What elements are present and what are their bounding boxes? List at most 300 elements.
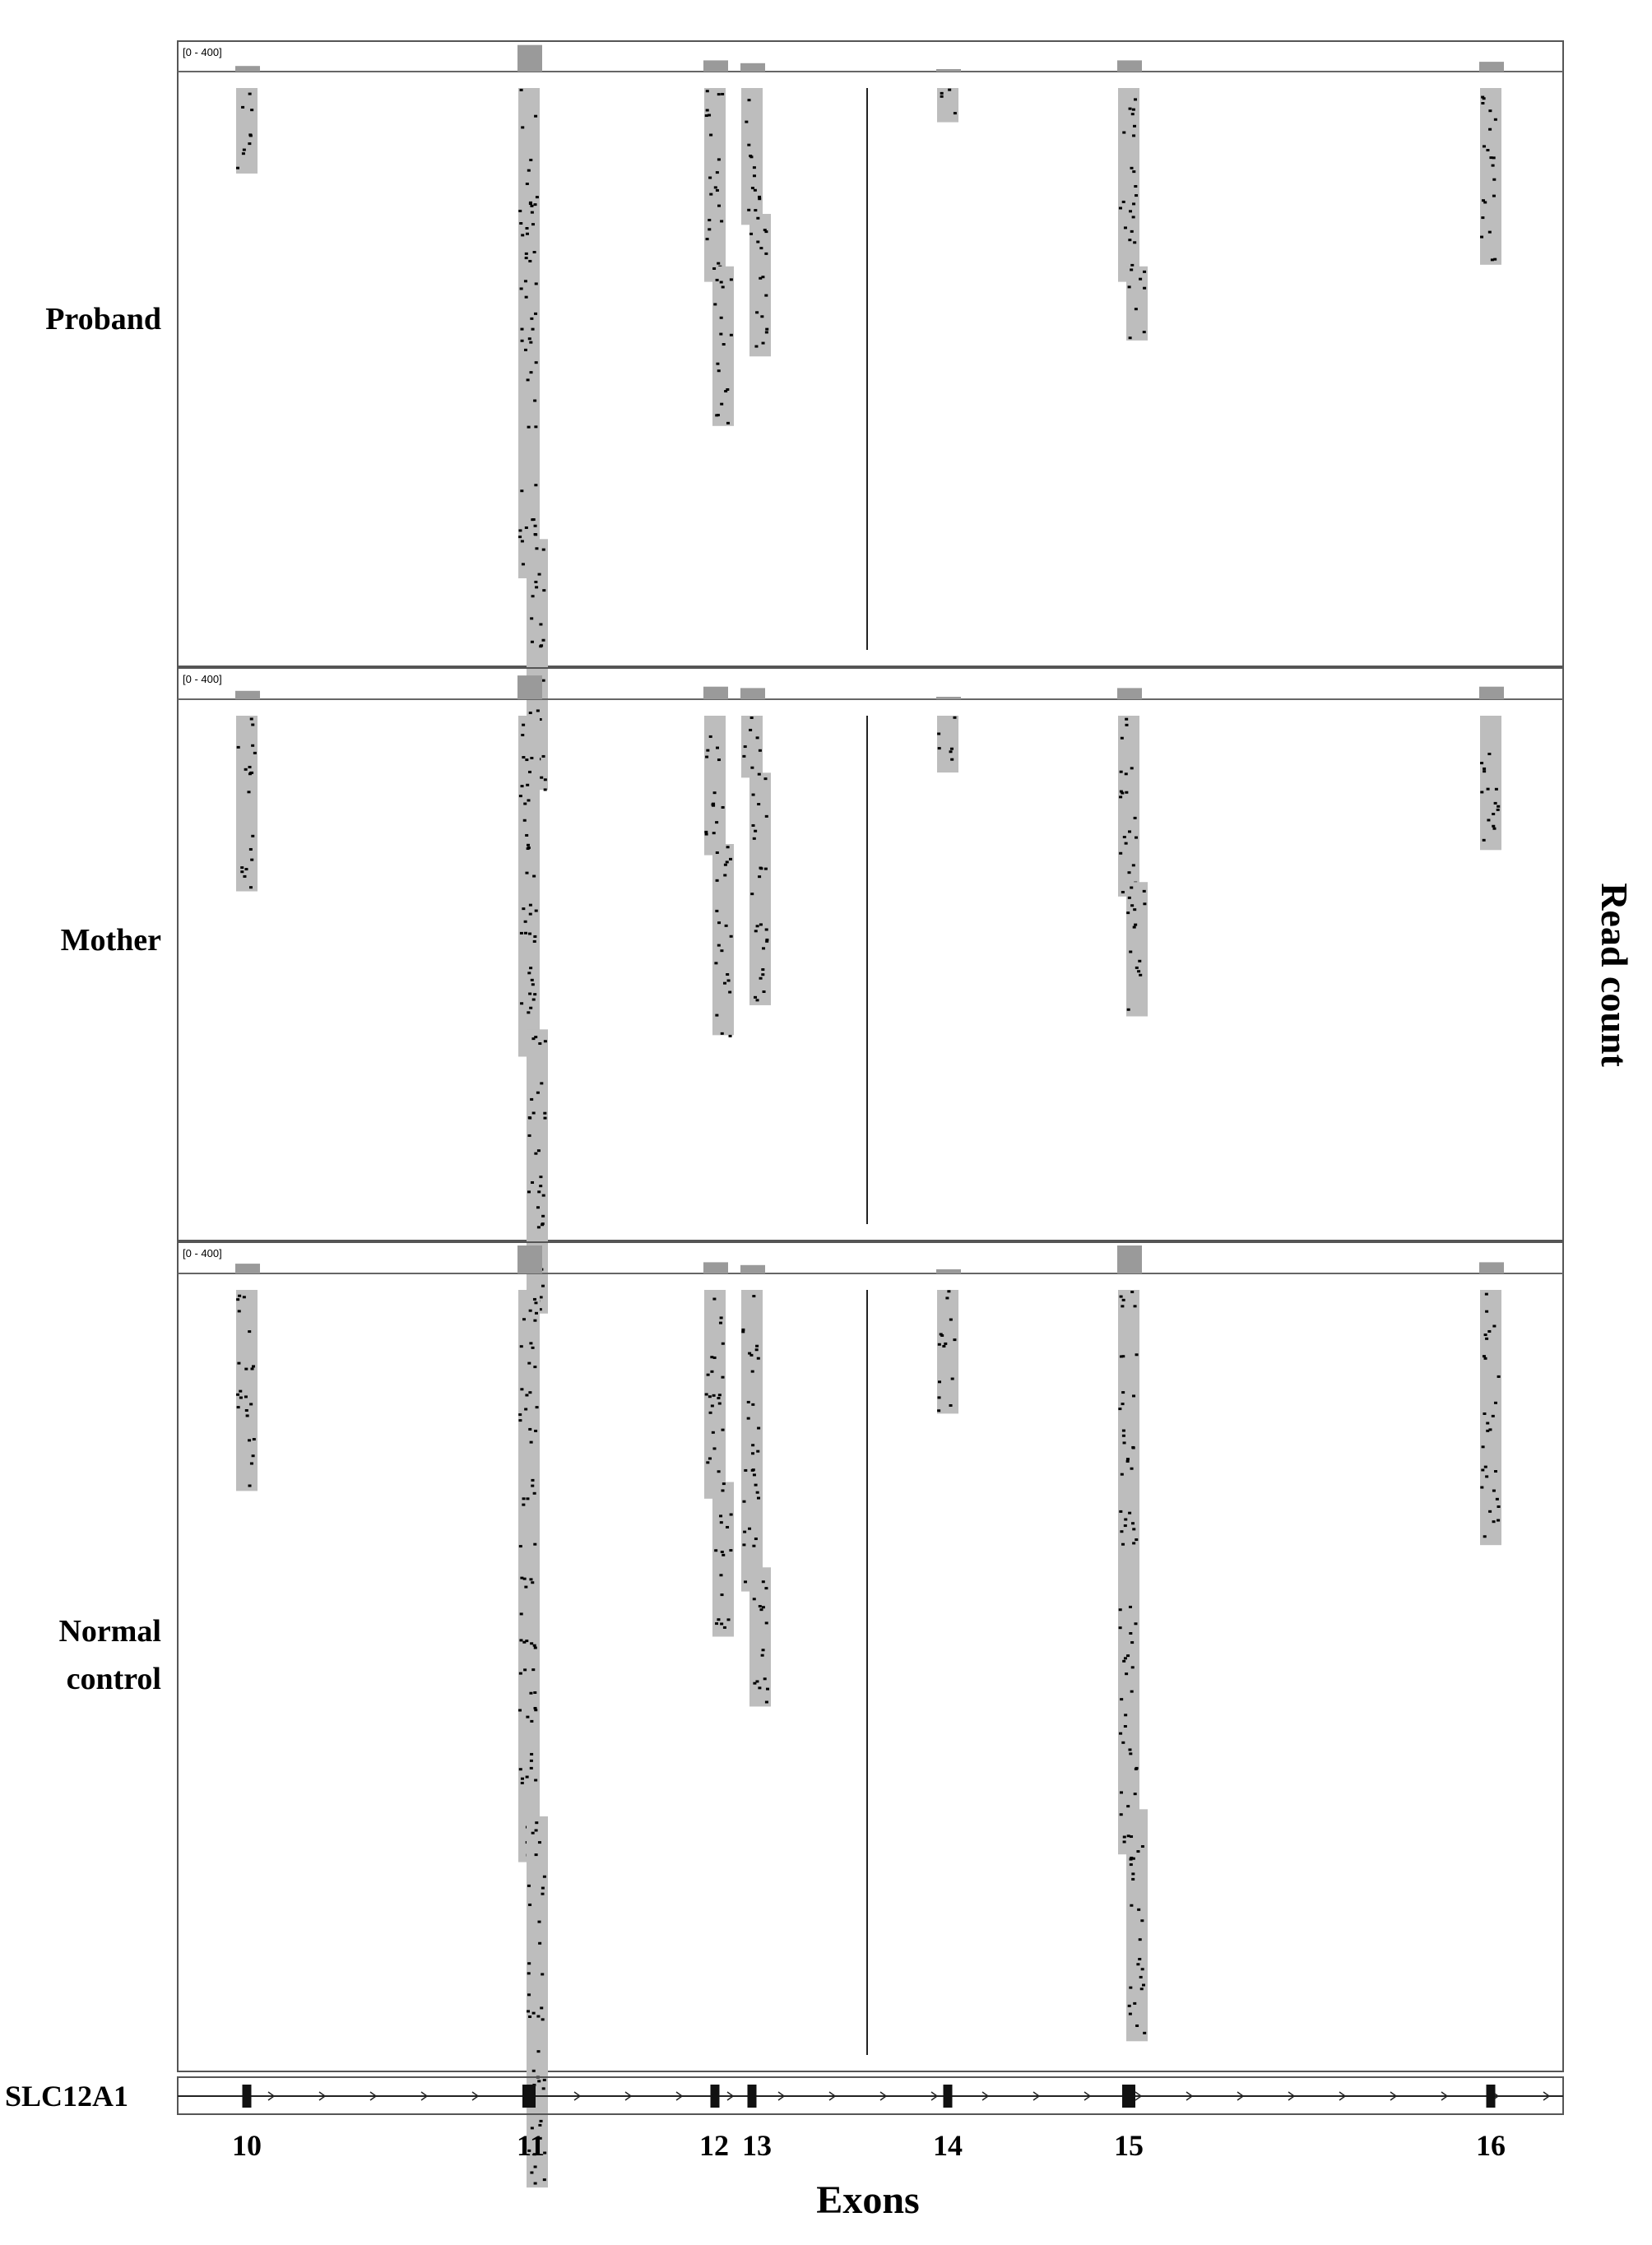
mismatch-mark — [712, 832, 716, 834]
mismatch-mark — [528, 993, 531, 995]
mismatch-mark — [726, 1526, 729, 1528]
mismatch-mark — [519, 1768, 522, 1770]
mismatch-mark — [525, 872, 528, 874]
mismatch-mark — [526, 1497, 529, 1500]
mismatch-mark — [948, 89, 951, 91]
mismatch-mark — [1143, 271, 1146, 273]
mismatch-mark — [953, 717, 956, 719]
read-pileup-block — [236, 88, 258, 174]
mismatch-mark — [527, 1011, 530, 1013]
mismatch-mark — [721, 1551, 724, 1553]
mismatch-mark — [1130, 1691, 1134, 1693]
mismatch-mark — [250, 1463, 253, 1465]
mismatch-mark — [245, 1409, 248, 1412]
mismatch-mark — [535, 282, 538, 285]
mismatch-mark — [1134, 1793, 1137, 1795]
read-pileup-block — [518, 88, 540, 578]
mismatch-mark — [520, 489, 523, 492]
mismatch-mark — [520, 1577, 523, 1579]
mismatch-mark — [760, 315, 763, 318]
mismatch-mark — [940, 92, 944, 95]
coverage-bar — [1479, 687, 1504, 699]
mismatch-mark — [249, 886, 253, 888]
mismatch-mark — [1120, 1698, 1123, 1700]
mismatch-mark — [752, 1545, 755, 1547]
mismatch-mark — [240, 866, 244, 869]
mismatch-mark — [252, 1454, 255, 1457]
coverage-range-label: [0 - 400] — [183, 1247, 222, 1259]
mismatch-mark — [535, 1829, 538, 1831]
mismatch-mark — [527, 1993, 531, 1996]
mismatch-mark — [715, 1622, 718, 1625]
mismatch-mark — [541, 2018, 545, 2020]
mismatch-mark — [714, 1549, 717, 1552]
mismatch-mark — [1130, 268, 1133, 271]
mismatch-mark — [522, 756, 525, 758]
mismatch-mark — [719, 1574, 722, 1576]
mismatch-mark — [1130, 1291, 1134, 1293]
mismatch-mark — [708, 114, 711, 116]
mismatch-mark — [1129, 1752, 1132, 1755]
mismatch-mark — [1125, 791, 1128, 794]
mismatch-mark — [534, 484, 537, 486]
mismatch-mark — [532, 999, 536, 1001]
mismatch-mark — [1128, 897, 1131, 899]
mismatch-mark — [524, 921, 527, 923]
mismatch-mark — [525, 1640, 528, 1642]
mismatch-mark — [709, 1412, 712, 1414]
mismatch-mark — [1135, 194, 1138, 197]
mismatch-mark — [1481, 1468, 1484, 1471]
mismatch-mark — [1133, 241, 1136, 244]
mismatch-mark — [1123, 836, 1126, 838]
mismatch-mark — [521, 340, 524, 342]
mismatch-mark — [1129, 1606, 1132, 1608]
mismatch-mark — [251, 835, 254, 837]
mismatch-mark — [1135, 967, 1139, 969]
mismatch-mark — [526, 784, 529, 786]
mismatch-mark — [541, 1215, 545, 1218]
mismatch-mark — [716, 851, 719, 854]
mismatch-mark — [1492, 165, 1495, 167]
mismatch-mark — [1488, 128, 1492, 131]
mismatch-mark — [530, 1098, 533, 1101]
mismatch-mark — [521, 1782, 524, 1784]
mismatch-mark — [729, 1549, 732, 1552]
mismatch-mark — [1482, 1445, 1485, 1448]
mismatch-mark — [523, 803, 527, 805]
mismatch-mark — [534, 1647, 537, 1649]
read-pileup-block — [236, 716, 258, 892]
mismatch-mark — [1130, 887, 1133, 889]
mismatch-mark — [534, 533, 537, 536]
mismatch-mark — [752, 794, 755, 796]
mismatch-mark — [1119, 795, 1122, 798]
mismatch-mark — [542, 755, 545, 758]
exon-label: 10 — [232, 2129, 262, 2162]
mismatch-mark — [251, 1367, 254, 1370]
mismatch-mark — [1484, 1334, 1487, 1336]
mismatch-mark — [938, 1380, 941, 1383]
mismatch-mark — [543, 2079, 546, 2081]
mismatch-mark — [719, 1322, 722, 1324]
mismatch-mark — [721, 1489, 724, 1491]
mismatch-mark — [759, 867, 763, 870]
mismatch-mark — [713, 303, 717, 305]
mismatch-mark — [1136, 1850, 1139, 1853]
mismatch-mark — [1134, 817, 1137, 819]
sample-label: Mother — [60, 923, 161, 958]
mismatch-mark — [543, 1112, 546, 1115]
mismatch-mark — [725, 925, 728, 927]
mismatch-mark — [243, 875, 246, 878]
mismatch-mark — [531, 211, 534, 214]
mismatch-mark — [717, 158, 721, 160]
gene-track — [5, 2077, 1563, 2114]
mismatch-mark — [544, 1040, 547, 1042]
read-pileup — [1480, 716, 1501, 850]
mismatch-mark — [940, 95, 944, 98]
mismatch-mark — [754, 1484, 758, 1487]
read-pileup-block — [518, 716, 540, 1056]
mismatch-mark — [239, 1397, 243, 1399]
read-pileup-block — [712, 844, 734, 1035]
mismatch-mark — [1129, 951, 1132, 953]
mismatch-mark — [530, 1642, 533, 1644]
mismatch-mark — [520, 89, 523, 91]
mismatch-mark — [763, 1677, 767, 1680]
mismatch-mark — [717, 1397, 720, 1399]
mismatch-mark — [1126, 1460, 1130, 1463]
mismatch-mark — [715, 821, 718, 823]
mismatch-mark — [531, 1485, 534, 1487]
mismatch-mark — [236, 1394, 239, 1396]
mismatch-mark — [1125, 1672, 1128, 1675]
mismatch-mark — [1131, 113, 1135, 115]
mismatch-mark — [538, 1942, 541, 1945]
mismatch-mark — [532, 2012, 536, 2015]
read-pileup-block — [1480, 88, 1501, 265]
mismatch-mark — [729, 1035, 732, 1037]
mismatch-mark — [542, 589, 545, 591]
mismatch-mark — [764, 230, 768, 233]
mismatch-mark — [529, 1692, 532, 1695]
mismatch-mark — [1122, 1299, 1125, 1301]
mismatch-mark — [950, 758, 954, 761]
mismatch-mark — [743, 1531, 746, 1533]
mismatch-mark — [248, 142, 251, 145]
mismatch-mark — [537, 1149, 541, 1152]
mismatch-mark — [1483, 1412, 1486, 1415]
mismatch-mark — [763, 777, 767, 780]
mismatch-mark — [1132, 1528, 1135, 1530]
mismatch-mark — [712, 1298, 716, 1301]
mismatch-mark — [527, 1885, 531, 1887]
mismatch-mark — [531, 1181, 534, 1184]
coverage-bar — [1117, 60, 1142, 72]
mismatch-mark — [747, 144, 750, 146]
mismatch-mark — [531, 983, 535, 986]
mismatch-mark — [730, 1514, 733, 1516]
mismatch-mark — [542, 680, 545, 682]
mismatch-mark — [525, 296, 528, 299]
mismatch-mark — [1141, 1845, 1144, 1848]
mismatch-mark — [1138, 1958, 1141, 1960]
coverage-bar — [1479, 62, 1504, 72]
mismatch-mark — [708, 219, 711, 221]
mismatch-mark — [730, 334, 733, 336]
mismatch-mark — [1129, 336, 1132, 339]
mismatch-mark — [531, 1347, 535, 1349]
mismatch-mark — [1488, 231, 1492, 234]
mismatch-mark — [1138, 960, 1141, 962]
mismatch-mark — [533, 1543, 536, 1546]
mismatch-mark — [536, 1406, 539, 1408]
mismatch-mark — [721, 1032, 724, 1035]
exon-block — [1122, 2085, 1135, 2108]
mismatch-mark — [248, 1485, 252, 1487]
mismatch-mark — [757, 1357, 760, 1360]
mismatch-mark — [707, 1374, 710, 1376]
mismatch-mark — [542, 1194, 545, 1197]
mismatch-mark — [1143, 890, 1146, 893]
mismatch-mark — [525, 526, 528, 529]
mismatch-mark — [529, 904, 532, 907]
mismatch-mark — [1132, 1394, 1135, 1397]
mismatch-mark — [244, 868, 248, 870]
mismatch-mark — [723, 982, 726, 985]
mismatch-mark — [519, 1545, 522, 1547]
mismatch-mark — [751, 1469, 754, 1472]
mismatch-mark — [532, 518, 536, 521]
mismatch-mark — [534, 115, 537, 118]
mismatch-mark — [1492, 1520, 1496, 1523]
mismatch-mark — [542, 639, 545, 642]
mismatch-mark — [1125, 842, 1128, 845]
mismatch-mark — [720, 1521, 723, 1524]
mismatch-mark — [533, 1320, 536, 1322]
mismatch-mark — [754, 189, 757, 192]
mismatch-mark — [518, 529, 522, 531]
mismatch-mark — [1492, 1415, 1495, 1417]
mismatch-mark — [530, 1753, 533, 1756]
mismatch-mark — [528, 1904, 531, 1906]
mismatch-mark — [709, 735, 712, 738]
mismatch-mark — [530, 2172, 533, 2174]
mismatch-mark — [756, 1450, 759, 1453]
mismatch-mark — [706, 749, 709, 752]
coverage-bar — [703, 1262, 728, 1273]
mismatch-mark — [708, 228, 711, 230]
sample-panel — [58, 1242, 1563, 2187]
read-pileup-block — [749, 772, 771, 1005]
mismatch-mark — [706, 1461, 709, 1463]
mismatch-mark — [520, 1002, 523, 1004]
mismatch-mark — [250, 859, 253, 861]
coverage-range-label: [0 - 400] — [183, 673, 222, 685]
read-pileup — [741, 1290, 763, 1592]
mismatch-mark — [717, 93, 721, 95]
mismatch-mark — [533, 993, 536, 995]
read-pileup — [236, 1290, 258, 1491]
read-pileup — [712, 267, 734, 426]
mismatch-mark — [1119, 1608, 1122, 1611]
mismatch-mark — [534, 425, 537, 428]
mismatch-mark — [524, 932, 527, 935]
mismatch-mark — [753, 1473, 756, 1476]
mismatch-mark — [708, 1457, 712, 1459]
mismatch-mark — [535, 1853, 538, 1856]
mismatch-mark — [526, 233, 529, 235]
mismatch-mark — [527, 972, 531, 974]
mismatch-mark — [519, 795, 522, 797]
exon-label: 14 — [933, 2129, 963, 2162]
mismatch-mark — [937, 1409, 940, 1412]
mismatch-mark — [540, 1082, 543, 1084]
mismatch-mark — [756, 736, 759, 739]
mismatch-mark — [755, 311, 759, 313]
mismatch-mark — [1142, 1984, 1145, 1987]
mismatch-mark — [938, 747, 941, 749]
mismatch-mark — [540, 2006, 543, 2009]
mismatch-mark — [1128, 1512, 1131, 1514]
mismatch-mark — [748, 1528, 751, 1530]
mismatch-mark — [518, 1413, 522, 1416]
mismatch-mark — [533, 1691, 536, 1694]
mismatch-mark — [720, 220, 723, 222]
mismatch-mark — [522, 1497, 526, 1500]
read-pileup — [236, 88, 258, 174]
mismatch-mark — [754, 1538, 758, 1540]
mismatch-mark — [756, 217, 759, 220]
mismatch-mark — [539, 1176, 542, 1178]
mismatch-mark — [527, 2010, 530, 2012]
mismatch-mark — [1122, 201, 1125, 203]
mismatch-mark — [534, 1153, 537, 1155]
mismatch-mark — [249, 134, 253, 137]
mismatch-mark — [527, 378, 530, 381]
mismatch-mark — [1121, 1391, 1125, 1394]
mismatch-mark — [759, 1605, 762, 1607]
sample-panel — [45, 41, 1563, 791]
mismatch-mark — [540, 2120, 543, 2122]
mismatch-mark — [945, 1296, 949, 1299]
mismatch-mark — [751, 1452, 754, 1454]
mismatch-mark — [1125, 724, 1128, 726]
mismatch-mark — [1139, 974, 1142, 976]
mismatch-mark — [766, 1688, 769, 1691]
exon-label: 12 — [699, 2129, 729, 2162]
mismatch-mark — [750, 893, 754, 895]
mismatch-mark — [1131, 1666, 1135, 1668]
read-pileup — [1126, 1809, 1148, 2041]
mismatch-mark — [765, 815, 768, 818]
mismatch-mark — [752, 1295, 755, 1297]
coverage-bar — [740, 688, 765, 699]
mismatch-mark — [754, 346, 758, 348]
mismatch-mark — [1136, 1963, 1139, 1965]
coverage-bar — [936, 1269, 961, 1273]
mismatch-mark — [1120, 771, 1123, 773]
mismatch-mark — [528, 933, 531, 935]
mismatch-mark — [529, 712, 532, 714]
read-pileup-block — [741, 1290, 763, 1592]
mismatch-mark — [726, 973, 729, 976]
mismatch-mark — [1121, 1403, 1125, 1405]
mismatch-mark — [532, 875, 536, 878]
mismatch-mark — [757, 1427, 760, 1430]
mismatch-mark — [717, 1618, 720, 1621]
mismatch-mark — [754, 830, 757, 833]
read-pileup — [712, 1482, 734, 1636]
mismatch-mark — [533, 940, 536, 943]
mismatch-mark — [529, 159, 532, 161]
exon-label: 11 — [516, 2129, 545, 2162]
mismatch-mark — [529, 913, 532, 916]
mismatch-mark — [530, 617, 533, 619]
mismatch-mark — [534, 2165, 537, 2168]
mismatch-mark — [248, 1330, 251, 1333]
mismatch-mark — [720, 949, 723, 952]
mismatch-mark — [243, 1296, 246, 1298]
read-pileup-block — [518, 1290, 540, 1862]
mismatch-mark — [539, 645, 542, 647]
mismatch-mark — [530, 371, 533, 373]
mismatch-mark — [522, 724, 525, 726]
mismatch-mark — [252, 1365, 255, 1367]
mismatch-mark — [522, 563, 525, 565]
mismatch-mark — [1487, 819, 1490, 821]
mismatch-mark — [1130, 1468, 1134, 1470]
mismatch-mark — [1485, 1475, 1488, 1477]
mismatch-mark — [530, 318, 533, 320]
mismatch-mark — [531, 1581, 534, 1584]
mismatch-mark — [531, 595, 535, 597]
mismatch-mark — [757, 803, 760, 805]
mismatch-mark — [253, 1438, 256, 1440]
mismatch-mark — [1131, 1872, 1135, 1875]
exon-block — [243, 2085, 252, 2108]
mismatch-mark — [533, 1366, 536, 1368]
exon-axis-labels — [232, 2129, 1506, 2162]
mismatch-mark — [1121, 1742, 1125, 1744]
mismatch-mark — [534, 525, 537, 527]
mismatch-mark — [1483, 1535, 1487, 1538]
mismatch-mark — [528, 1134, 531, 1137]
read-pileup — [749, 772, 771, 1005]
mismatch-mark — [728, 991, 731, 994]
mismatch-mark — [1129, 1987, 1132, 1989]
mismatch-mark — [528, 1428, 531, 1431]
mismatch-mark — [742, 1501, 745, 1503]
mismatch-mark — [754, 209, 757, 211]
mismatch-mark — [730, 278, 733, 281]
mismatch-mark — [720, 281, 723, 283]
mismatch-mark — [717, 205, 721, 207]
mismatch-mark — [720, 1622, 723, 1625]
mismatch-mark — [1141, 1968, 1144, 1970]
coverage-bar — [517, 675, 542, 699]
mismatch-mark — [533, 1492, 536, 1495]
mismatch-mark — [247, 791, 250, 793]
mismatch-mark — [742, 755, 745, 758]
mismatch-mark — [1131, 1522, 1135, 1524]
mismatch-mark — [239, 1390, 242, 1393]
mismatch-mark — [541, 1285, 545, 1287]
mismatch-mark — [527, 799, 530, 801]
mismatch-mark — [534, 1779, 537, 1781]
mismatch-mark — [1143, 902, 1146, 905]
